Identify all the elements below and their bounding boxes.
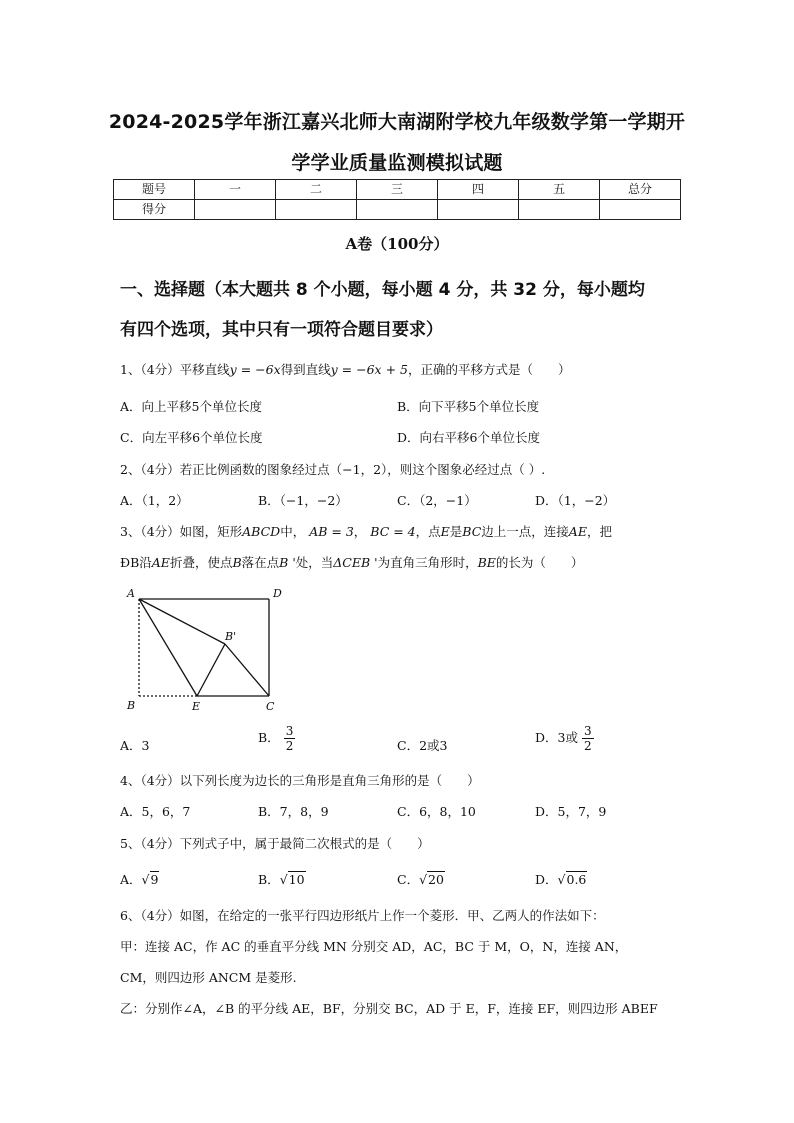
q3-text: 是 [449,524,463,539]
question-3-line2 [120,553,690,571]
score-cell-empty [438,200,519,220]
score-table-cell: 题号 [114,180,195,200]
q4-option-a[interactable]: A．5，6，7 [120,804,191,819]
q5-option-prefix: A． [120,872,142,887]
q2-option-b[interactable]: B．（−1，−2） [258,493,348,508]
fraction [582,724,594,753]
score-table-cell: 一 [195,180,276,200]
radical-sign: √ [419,872,428,887]
q3-text: 的长为（ ） [495,555,584,570]
question-6-line2: 甲：连接 AC，作 AC 的垂直平分线 MN 分别交 AD，AC，BC 于 M，O，N，连接 AN， [120,939,628,954]
q3-option-d[interactable] [535,724,685,753]
score-table-cell: 二 [276,180,357,200]
q3-math: AB = 3 [309,524,354,539]
score-cell-empty [519,200,600,220]
fraction-denominator: 2 [285,739,294,753]
radicand: 10 [288,872,305,887]
q3-option-b-prefix: B． [258,730,280,745]
q3-option-b[interactable] [258,724,388,753]
score-table-cell: 得分 [114,200,195,220]
q3-text: 为直角三角形时， [377,555,478,570]
question-3-line1 [120,522,690,540]
segment-b-prime-c [225,644,269,696]
q4-option-d[interactable]: D．5，7，9 [535,804,607,819]
score-table-cell: 总分 [600,180,681,200]
score-table-header-row [114,180,681,200]
label-b: B [127,699,136,712]
question-6-line4: 乙：分别作∠A，∠B 的平分线 AE，BF，分别交 BC，AD 于 E，F，连接 EF，则四边形 ABEF [120,1001,658,1016]
document-title-line2: 学学业质量监测模拟试题 [291,152,503,174]
radical-sign: √ [557,872,566,887]
segment-b-prime-e [197,644,225,696]
q1-option-b[interactable]: B．向下平移5个单位长度 [397,399,540,414]
q1-mid: 得到直线 [280,362,331,377]
document-title-line1: 2024-2025学年浙江嘉兴北师大南湖附学校九年级数学第一学期开 [108,111,686,133]
q3-math: AE [568,524,587,539]
question-2: 2、（4分）若正比例函数的图象经过点（−1，2），则这个图象必经过点（ ）. [120,462,546,477]
radicand: 9 [150,872,159,887]
q1-option-a[interactable]: A．向上平移5个单位长度 [120,399,262,414]
score-cell-empty [600,200,681,220]
fraction [284,724,296,753]
q4-option-c[interactable]: C．6，8，10 [397,804,476,819]
q5-option-c[interactable] [397,870,527,888]
question-1 [120,360,690,378]
score-cell-empty [195,200,276,220]
q1-option-d[interactable]: D．向右平移6个单位长度 [397,430,540,445]
radicand: 20 [428,872,444,887]
q3-math: B ' [279,555,296,570]
q3-option-c[interactable]: C．2或3 [397,738,448,753]
q1-option-c[interactable]: C．向左平移6个单位长度 [120,430,263,445]
q5-option-prefix: D． [535,872,558,887]
q2-option-c[interactable]: C．（2，−1） [397,493,477,508]
q5-option-d[interactable] [535,870,685,888]
q3-text: 落在点 [241,555,280,570]
q3-math: ABCD [242,524,281,539]
label-e: E [192,700,201,713]
q1-equation-1: y = −6x [229,362,281,377]
question-5: 5、（4分）下列式子中，属于最简二次根式的是（ ） [120,836,430,851]
q3-math: AE [151,555,170,570]
radicand: 0.6 [566,872,587,887]
q3-option-d-prefix: D．3或 [535,730,578,745]
part1-heading-line1: 一、选择题（本大题共 8 个小题，每小题 4 分，共 32 分，每小题均 [120,280,645,300]
q3-math: BC = 4 [370,524,416,539]
label-c: C [266,700,275,713]
score-cell-empty [276,200,357,220]
question-6-line1: 6、（4分）如图，在给定的一张平行四边形纸片上作一个菱形．甲、乙两人的作法如下： [120,908,605,923]
score-table [113,179,681,220]
section-a-heading: A卷（100分） [345,235,449,253]
part1-heading-line2: 有四个选项，其中只有一项符合题目要求） [120,320,443,340]
q1-suffix: ，正确的平移方式是（ ） [407,362,571,377]
fraction-denominator: 2 [583,739,592,753]
question-6-line3: CM，则四边形 ANCM 是菱形. [120,970,297,985]
fraction-numerator: 3 [583,724,592,738]
q3-option-a[interactable]: A．3 [120,738,150,753]
q5-option-prefix: C． [397,872,420,887]
q3-math: B [232,555,242,570]
question-4: 4、（4分）以下列长度为边长的三角形是直角三角形的是（ ） [120,773,480,788]
score-cell-empty [357,200,438,220]
q3-math: BE [477,555,496,570]
score-table-cell: 四 [438,180,519,200]
label-d: D [273,587,282,600]
radical-sign: √ [279,872,288,887]
q2-option-a[interactable]: A．（1，2） [120,493,189,508]
q3-text: ，点 [415,524,441,539]
q5-option-b[interactable] [258,870,388,888]
q3-math: ΔCEB ' [333,555,378,570]
score-table-cell: 三 [357,180,438,200]
q3-text: ÐB沿 [120,555,152,570]
q3-text: 边上一点，连接 [481,524,569,539]
score-table-cell: 五 [519,180,600,200]
q3-text: ，把 [586,524,612,539]
q3-text: ， [353,524,367,539]
radical-sign: √ [141,872,150,887]
q2-option-d[interactable]: D．（1，−2） [535,493,616,508]
q1-prefix: 1、（4分）平移直线 [120,362,230,377]
fraction-numerator: 3 [285,724,294,738]
q3-text: 处，当 [295,555,334,570]
q3-rectangle-figure [118,582,293,717]
q3-math: E [440,524,450,539]
q3-text: 3、（4分）如图，矩形 [120,524,243,539]
q3-text: 中， [280,524,306,539]
q4-option-b[interactable]: B．7，8，9 [258,804,329,819]
q1-equation-2: y = −6x + 5 [330,362,408,377]
score-table-score-row [114,200,681,220]
q3-math: BC [462,524,482,539]
q3-text: 折叠，使点 [169,555,233,570]
label-b-prime: B' [225,630,237,643]
label-a: A [127,587,135,600]
q5-option-prefix: B． [258,872,280,887]
